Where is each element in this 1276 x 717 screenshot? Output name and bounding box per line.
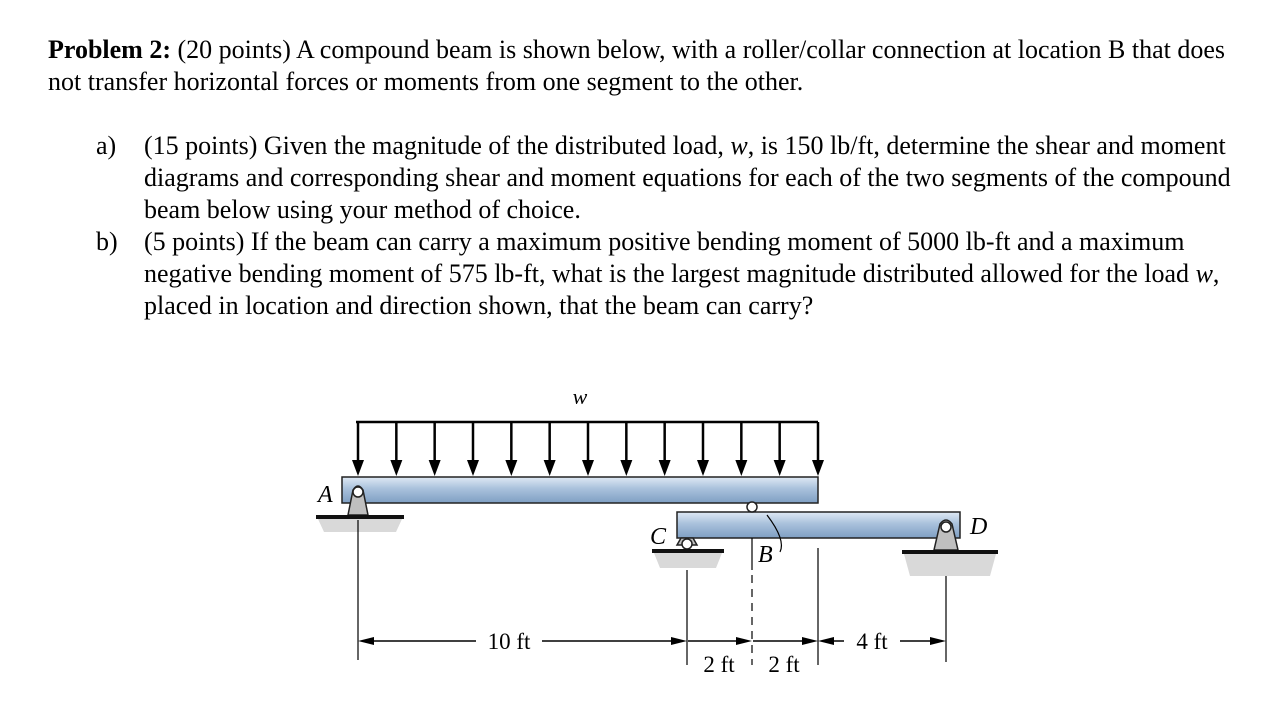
ground-d — [904, 554, 996, 576]
load-arrow-head — [659, 460, 671, 476]
load-arrow-head — [620, 460, 632, 476]
dim-2b-arrow — [802, 637, 818, 645]
ground-c — [654, 553, 722, 568]
dim-10-label: 10 ft — [487, 629, 531, 654]
dim-4-right-arrow — [930, 637, 946, 645]
load-arrow-head — [390, 460, 402, 476]
load-arrow-head — [429, 460, 441, 476]
part-a-text-post: , is 150 lb/ft, determine the shear and moment diagrams and corresponding shear and moment equations for each of the two segments of the compound beam below using your method of choice. — [144, 131, 1231, 224]
problem-title: Problem 2: — [48, 35, 171, 64]
part-b-text-post: , placed in location and direction shown, that the beam can carry? — [144, 259, 1220, 320]
load-arrow-head — [812, 460, 824, 476]
load-arrow-head — [505, 460, 517, 476]
part-a-var: w — [730, 131, 748, 160]
dim-10-right-arrow — [671, 637, 687, 645]
roller-c-wheel — [682, 539, 692, 549]
load-arrow-head — [697, 460, 709, 476]
pin-d-hinge — [941, 522, 951, 532]
load-arrow-head — [352, 460, 364, 476]
dim-2a-arrow — [736, 637, 752, 645]
part-b-label: b) — [96, 227, 118, 256]
part-b-var: w — [1195, 259, 1213, 288]
load-arrows — [352, 422, 824, 476]
load-arrow-head — [735, 460, 747, 476]
load-arrow-head — [582, 460, 594, 476]
label-a: A — [318, 482, 333, 508]
part-b-text-pre: (5 points) If the beam can carry a maximum positive bending moment of 5000 lb-ft and a maximum negative bending moment of 575 lb-ft, what is the largest magnitude distributed allowed for the load — [144, 227, 1196, 288]
problem-intro-text: (20 points) A compound beam is shown below, with a roller/collar connection at location B that does not transfer horizontal forces or moments from one segment to the other. — [48, 35, 1225, 96]
load-arrow-head — [544, 460, 556, 476]
ground-a — [318, 519, 402, 532]
pin-a-hinge — [353, 487, 363, 497]
ground-a-plate — [316, 515, 404, 519]
collar-b-roller — [747, 502, 757, 512]
dim-4-label: 4 ft — [856, 629, 888, 654]
part-a-label: a) — [96, 131, 117, 160]
load-label: w — [572, 384, 588, 409]
dim-2b-label: 2 ft — [768, 652, 800, 677]
load-arrow-head — [774, 460, 786, 476]
label-d: D — [970, 514, 988, 540]
beam-cd — [677, 512, 960, 538]
label-c: C — [650, 524, 667, 550]
label-b: B — [758, 542, 773, 568]
dim-2a-label: 2 ft — [703, 652, 735, 677]
part-a-text-pre: (15 points) Given the magnitude of the distributed load, — [144, 131, 731, 160]
load-arrow-head — [467, 460, 479, 476]
distributed-load — [352, 384, 824, 476]
beam-ab — [342, 477, 818, 503]
ground-d-plate — [902, 550, 998, 554]
